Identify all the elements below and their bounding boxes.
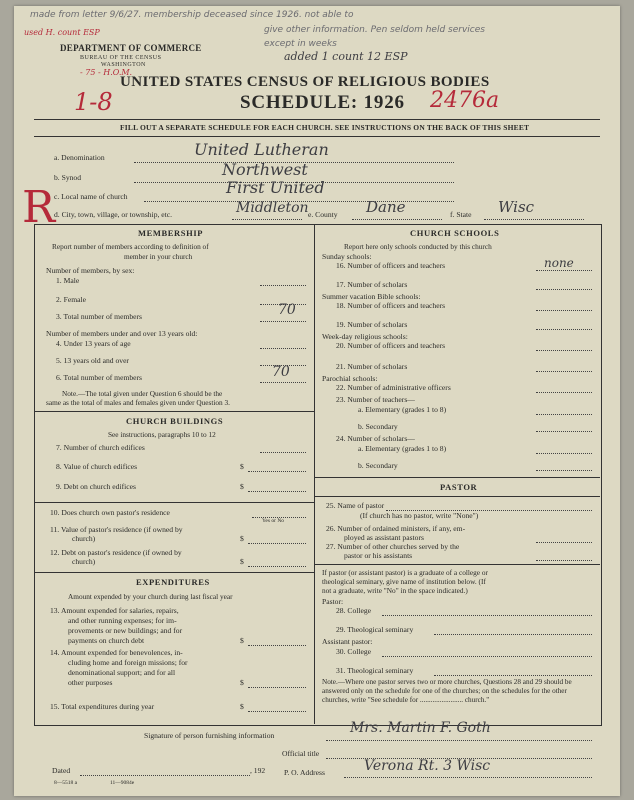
membership-intro-2: member in your church	[124, 252, 193, 261]
pencil-note-line2: give other information. Pen seldom held services	[264, 25, 485, 35]
q14-line4: other purposes	[68, 678, 113, 687]
q26-line1: 26. Number of ordained ministers, if any, em-	[326, 524, 466, 533]
schedule-title: SCHEDULE: 1926	[240, 92, 405, 113]
church-name-value: First United	[226, 178, 325, 197]
city-name: WASHINGTON	[101, 62, 146, 68]
q13-dollar: $	[240, 636, 244, 645]
membership-note-1: Note.—The total given under Question 6 should be the	[62, 389, 223, 398]
form-code-1: 8—5518 a	[54, 780, 78, 786]
yes-no-hint: Yes or No	[262, 518, 285, 524]
assistant-pastor-label: Assistant pastor:	[322, 637, 373, 646]
q23-elementary: a. Elementary (grades 1 to 8)	[358, 405, 447, 414]
signature-label: Signature of person furnishing information	[144, 731, 275, 740]
church-name-label: c. Local name of church	[54, 192, 128, 201]
q13-line3: provements or new buildings; and for	[68, 626, 183, 635]
county-label: e. County	[308, 210, 338, 219]
q1-male: 1. Male	[56, 276, 80, 285]
weekday-schools: Week-day religious schools:	[322, 332, 408, 341]
column-divider	[314, 224, 315, 724]
q24-secondary: b. Secondary	[358, 461, 398, 470]
county-value: Dane	[366, 198, 406, 216]
parochial-schools: Parochial schools:	[322, 374, 378, 383]
q25-name: 25. Name of pastor	[326, 501, 385, 510]
census-schedule-form	[14, 6, 620, 796]
denomination-value: United Lutheran	[194, 140, 329, 159]
q27-line2: pastor or his assistants	[344, 551, 413, 560]
q30-college: 30. College	[336, 647, 372, 656]
q15-total: 15. Total expenditures during year	[50, 702, 155, 711]
q6-value: 70	[272, 364, 290, 380]
q3-value: 70	[278, 302, 296, 318]
q24-scholars: 24. Number of scholars—	[336, 434, 415, 443]
department-name: DEPARTMENT OF COMMERCE	[60, 43, 202, 53]
pastor-heading: PASTOR	[440, 482, 478, 492]
q21-scholars: 21. Number of scholars	[336, 362, 408, 371]
q10-residence: 10. Does church own pastor's residence	[50, 508, 170, 517]
q8-value: 8. Value of church edifices	[56, 462, 138, 471]
pastor-label: Pastor:	[322, 597, 344, 606]
q14-line2: cluding home and foreign missions; for	[68, 658, 188, 667]
pastor-note: Note.—Where one pastor serves two or more churches, Questions 28 and 29 should be answered only on the schedule for one of the churches; on the schedules for the other churches, write "See schedule for ........................ church."	[322, 678, 572, 704]
q13-line4: payments on church debt	[68, 636, 145, 645]
q12-line1: 12. Debt on pastor's residence (if owned by	[50, 548, 182, 557]
pencil-note-line1: made from letter 9/6/27. membership deceased since 1926. not able to	[30, 10, 354, 20]
vacation-schools: Summer vacation Bible schools:	[322, 292, 421, 301]
q9-debt: 9. Debt on church edifices	[56, 482, 136, 491]
q12-line2: church)	[72, 557, 96, 566]
membership-intro-1: Report number of members according to definition of	[52, 242, 209, 251]
q4-under-13: 4. Under 13 years of age	[56, 339, 131, 348]
q13-line1: 13. Amount expended for salaries, repairs,	[50, 606, 179, 615]
q28-college: 28. College	[336, 606, 372, 615]
q9-dollar: $	[240, 482, 244, 491]
instruction-rule	[34, 136, 600, 137]
q16-value: none	[544, 256, 574, 270]
q17-scholars: 17. Number of scholars	[336, 280, 408, 289]
q23-secondary: b. Secondary	[358, 422, 398, 431]
city-label: d. City, town, village, or township, etc.	[54, 210, 173, 219]
q19-scholars: 19. Number of scholars	[336, 320, 408, 329]
q24-elementary: a. Elementary (grades 1 to 8)	[358, 444, 447, 453]
po-address-value: Verona Rt. 3 Wisc	[364, 758, 491, 774]
q18-officers: 18. Number of officers and teachers	[336, 301, 446, 310]
state-value: Wisc	[498, 198, 535, 216]
q11-line2: church)	[72, 534, 96, 543]
buildings-heading: CHURCH BUILDINGS	[126, 416, 224, 426]
header-rule	[34, 119, 600, 120]
schools-heading: CHURCH SCHOOLS	[410, 228, 500, 238]
red-code-1-8: 1-8	[74, 88, 113, 116]
po-address-label: P. O. Address	[284, 768, 325, 777]
q14-line1: 14. Amount expended for benevolences, in-	[50, 648, 183, 657]
q26-line2: ployed as assistant pastors	[344, 533, 424, 542]
official-title-label: Official title	[282, 749, 320, 758]
denomination-label: a. Denomination	[54, 153, 105, 162]
signature-value: Mrs. Martin F. Goth	[350, 720, 491, 736]
expenditures-heading: EXPENDITURES	[136, 577, 210, 587]
red-adjust-note: - 75 - H.O.M.	[80, 68, 133, 77]
q27-line1: 27. Number of other churches served by the	[326, 542, 460, 551]
synod-label: b. Synod	[54, 173, 82, 182]
q12-dollar: $	[240, 557, 244, 566]
q14-dollar: $	[240, 678, 244, 687]
q31-seminary: 31. Theological seminary	[336, 666, 414, 675]
q6-total: 6. Total number of members	[56, 373, 143, 382]
synod-value: Northwest	[222, 160, 308, 179]
city-value: Middleton	[236, 200, 309, 216]
pencil-note-line3: except in weeks	[264, 39, 337, 49]
buildings-sub: See instructions, paragraphs 10 to 12	[108, 430, 216, 439]
members-by-sex: Number of members, by sex:	[46, 266, 135, 275]
q29-seminary: 29. Theological seminary	[336, 625, 414, 634]
form-title: UNITED STATES CENSUS OF RELIGIOUS BODIES	[120, 74, 490, 90]
q25-hint: (If church has no pastor, write "None")	[360, 511, 479, 520]
membership-note-2: same as the total of males and females given under Question 3.	[46, 398, 230, 407]
q2-female: 2. Female	[56, 295, 86, 304]
graduate-note-1: If pastor (or assistant pastor) is a graduate of a college or	[322, 568, 488, 577]
age-intro: Number of members under and over 13 years old:	[46, 329, 198, 338]
q23-teachers: 23. Number of teachers—	[336, 395, 415, 404]
q5-13-and-over: 5. 13 years old and over	[56, 356, 129, 365]
q13-line2: and other running expenses; for im-	[68, 616, 177, 625]
graduate-note-2: theological seminary, give name of institution below. (If	[322, 577, 486, 586]
membership-heading: MEMBERSHIP	[138, 228, 204, 238]
q14-line3: denominational support; and for all	[68, 668, 176, 677]
q16-officers: 16. Number of officers and teachers	[336, 261, 446, 270]
schools-sub: Report here only schools conducted by this church	[344, 242, 492, 251]
red-letter-mark: R	[22, 182, 56, 233]
sunday-schools: Sunday schools:	[322, 252, 372, 261]
q3-total: 3. Total number of members	[56, 312, 143, 321]
form-code-2: 11—9084e	[110, 780, 135, 786]
red-margin-code: used H. count ESP	[24, 28, 100, 37]
q22-admin: 22. Number of administrative officers	[336, 383, 451, 392]
instruction-line: FILL OUT A SEPARATE SCHEDULE FOR EACH CHURCH. SEE INSTRUCTIONS ON THE BACK OF THIS SHEET	[120, 123, 530, 132]
red-schedule-number: 2476a	[430, 88, 500, 113]
state-label: f. State	[450, 210, 472, 219]
q15-dollar: $	[240, 702, 244, 711]
ink-count-note: added 1 count 12 ESP	[284, 50, 408, 63]
q20-officers: 20. Number of officers and teachers	[336, 341, 446, 350]
q11-line1: 11. Value of pastor's residence (if owned by	[50, 525, 183, 534]
dated-year: , 192	[250, 766, 266, 775]
dated-label: Dated	[52, 766, 71, 775]
bureau-name: BUREAU OF THE CENSUS	[80, 55, 162, 61]
q8-dollar: $	[240, 462, 244, 471]
expenditures-sub: Amount expended by your church during last fiscal year	[68, 592, 233, 601]
graduate-note-3: not a graduate, write "No" in the space indicated.)	[322, 586, 468, 595]
q7-edifices: 7. Number of church edifices	[56, 443, 145, 452]
q11-dollar: $	[240, 534, 244, 543]
